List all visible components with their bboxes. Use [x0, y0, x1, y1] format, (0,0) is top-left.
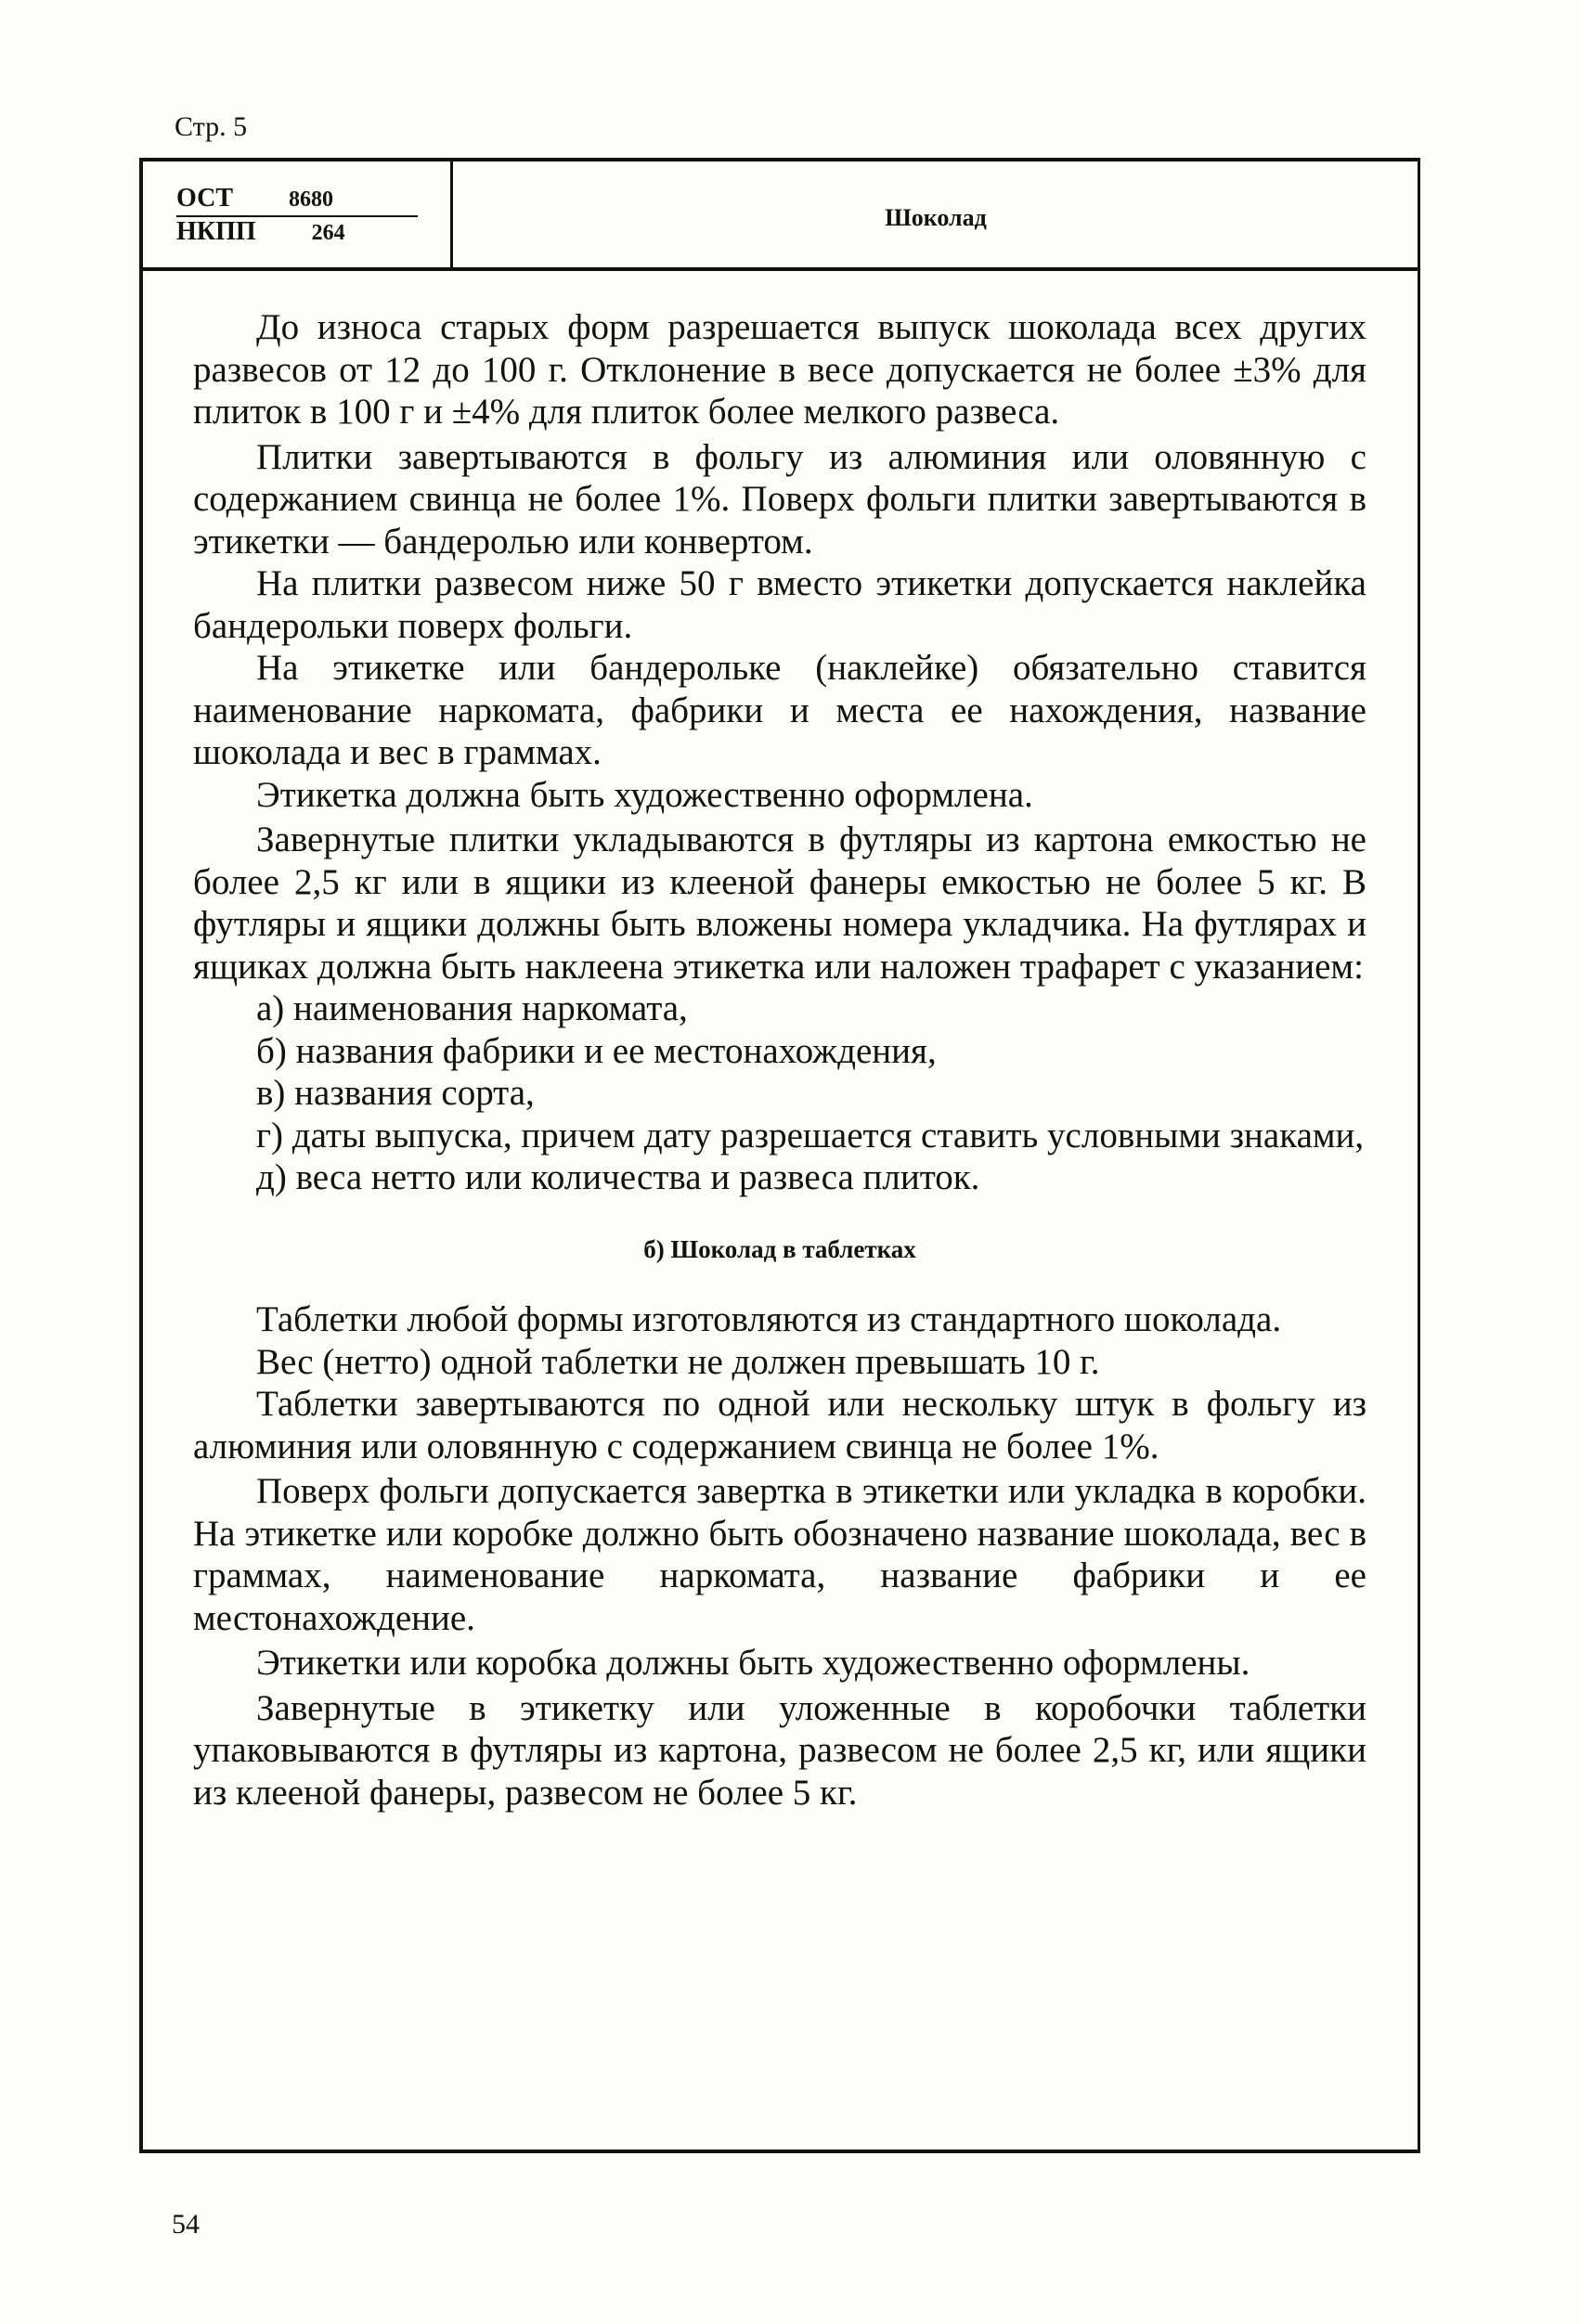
header-title: Шоколад: [885, 204, 987, 231]
paragraph: Этикетка должна быть художественно оформлена.: [256, 774, 1033, 815]
paragraph: Таблетки завертываются по одной или нескольку штук в фольгу из алюминия или оловянную с содержанием свинца не более 1%.: [193, 1384, 1366, 1466]
frame-left-rule: [139, 158, 143, 2153]
page-number: 54: [172, 2209, 200, 2240]
paragraph: Вес (нетто) одной таблетки не должен превышать 10 г.: [256, 1341, 1100, 1382]
list-item: в) названия сорта,: [256, 1073, 535, 1113]
paragraph: До износа старых форм разрешается выпуск шоколада всех других развесов от 12 до 100 г. Отклонение в весе допускается не более ±3% для плиток в 100 г и ±4% для плиток более мелкого развеса.: [193, 307, 1366, 432]
std-bottom-left: НКПП: [176, 217, 256, 246]
list-item: д) веса нетто или количества и развеса плиток.: [256, 1157, 980, 1197]
list-item: б) названия фабрики и ее местонахождения,: [256, 1030, 937, 1071]
list-item: г) даты выпуска, причем дату разрешается ставить условными знаками,: [256, 1115, 1365, 1156]
paragraph: Завернутые в этикетку или уложенные в коробочки таблетки упаковываются в футляры из картона, развесом не более 2,5 кг, или ящики из клееной фанеры, развесом не более 5 кг.: [193, 1687, 1366, 1813]
section-title: б) Шоколад в таблетках: [643, 1234, 916, 1263]
paragraph: Этикетки или коробка должны быть художественно оформлены.: [256, 1643, 1250, 1683]
std-top-right: 8680: [289, 187, 334, 212]
std-bottom-right: 264: [311, 221, 345, 245]
paragraph: На плитки развесом ниже 50 г вместо этикетки допускается наклейка бандерольки поверх фольги.: [193, 563, 1366, 646]
std-top-left: ОСТ: [176, 184, 234, 213]
header-rule: [139, 267, 1420, 271]
frame-top-rule: [139, 158, 1420, 161]
paragraph: Плитки завертываются в фольгу из алюминия или оловянную с содержанием свинца не более 1%. Поверх фольги плитки завертываются в этикетки — бандеролью или конвертом.: [193, 436, 1366, 562]
frame-right-rule: [1418, 158, 1420, 2153]
standard-designation: [176, 184, 418, 247]
paragraph: Таблетки любой формы изготовляются из стандартного шоколада.: [256, 1299, 1282, 1339]
frame-bottom-rule: [139, 2150, 1420, 2153]
document-body: [193, 306, 1366, 1814]
paragraph: Завернутые плитки укладываются в футляры из картона емкостью не более 2,5 кг или в ящики из клееной фанеры емкостью не более 5 кг. В футляры и ящики должны быть вложены номера укладчика. На футлярах и ящиках должна быть наклеена этикетка или наложен трафарет с указанием:: [193, 820, 1366, 987]
paragraph: Поверх фольги допускается завертка в этикетки или укладка в коробки. На этикетке или коробке должно быть обозначено название шоколада, вес в граммах, наименование наркомата, название фабрики и ее местонахождение.: [193, 1471, 1366, 1638]
page-label: Стр. 5: [175, 111, 248, 142]
list-item: а) наименования наркомата,: [256, 988, 688, 1028]
paragraph: На этикетке или бандерольке (наклейке) обязательно ставится наименование наркомата, фабрики и места ее нахождения, название шоколада и вес в граммах.: [193, 648, 1366, 772]
